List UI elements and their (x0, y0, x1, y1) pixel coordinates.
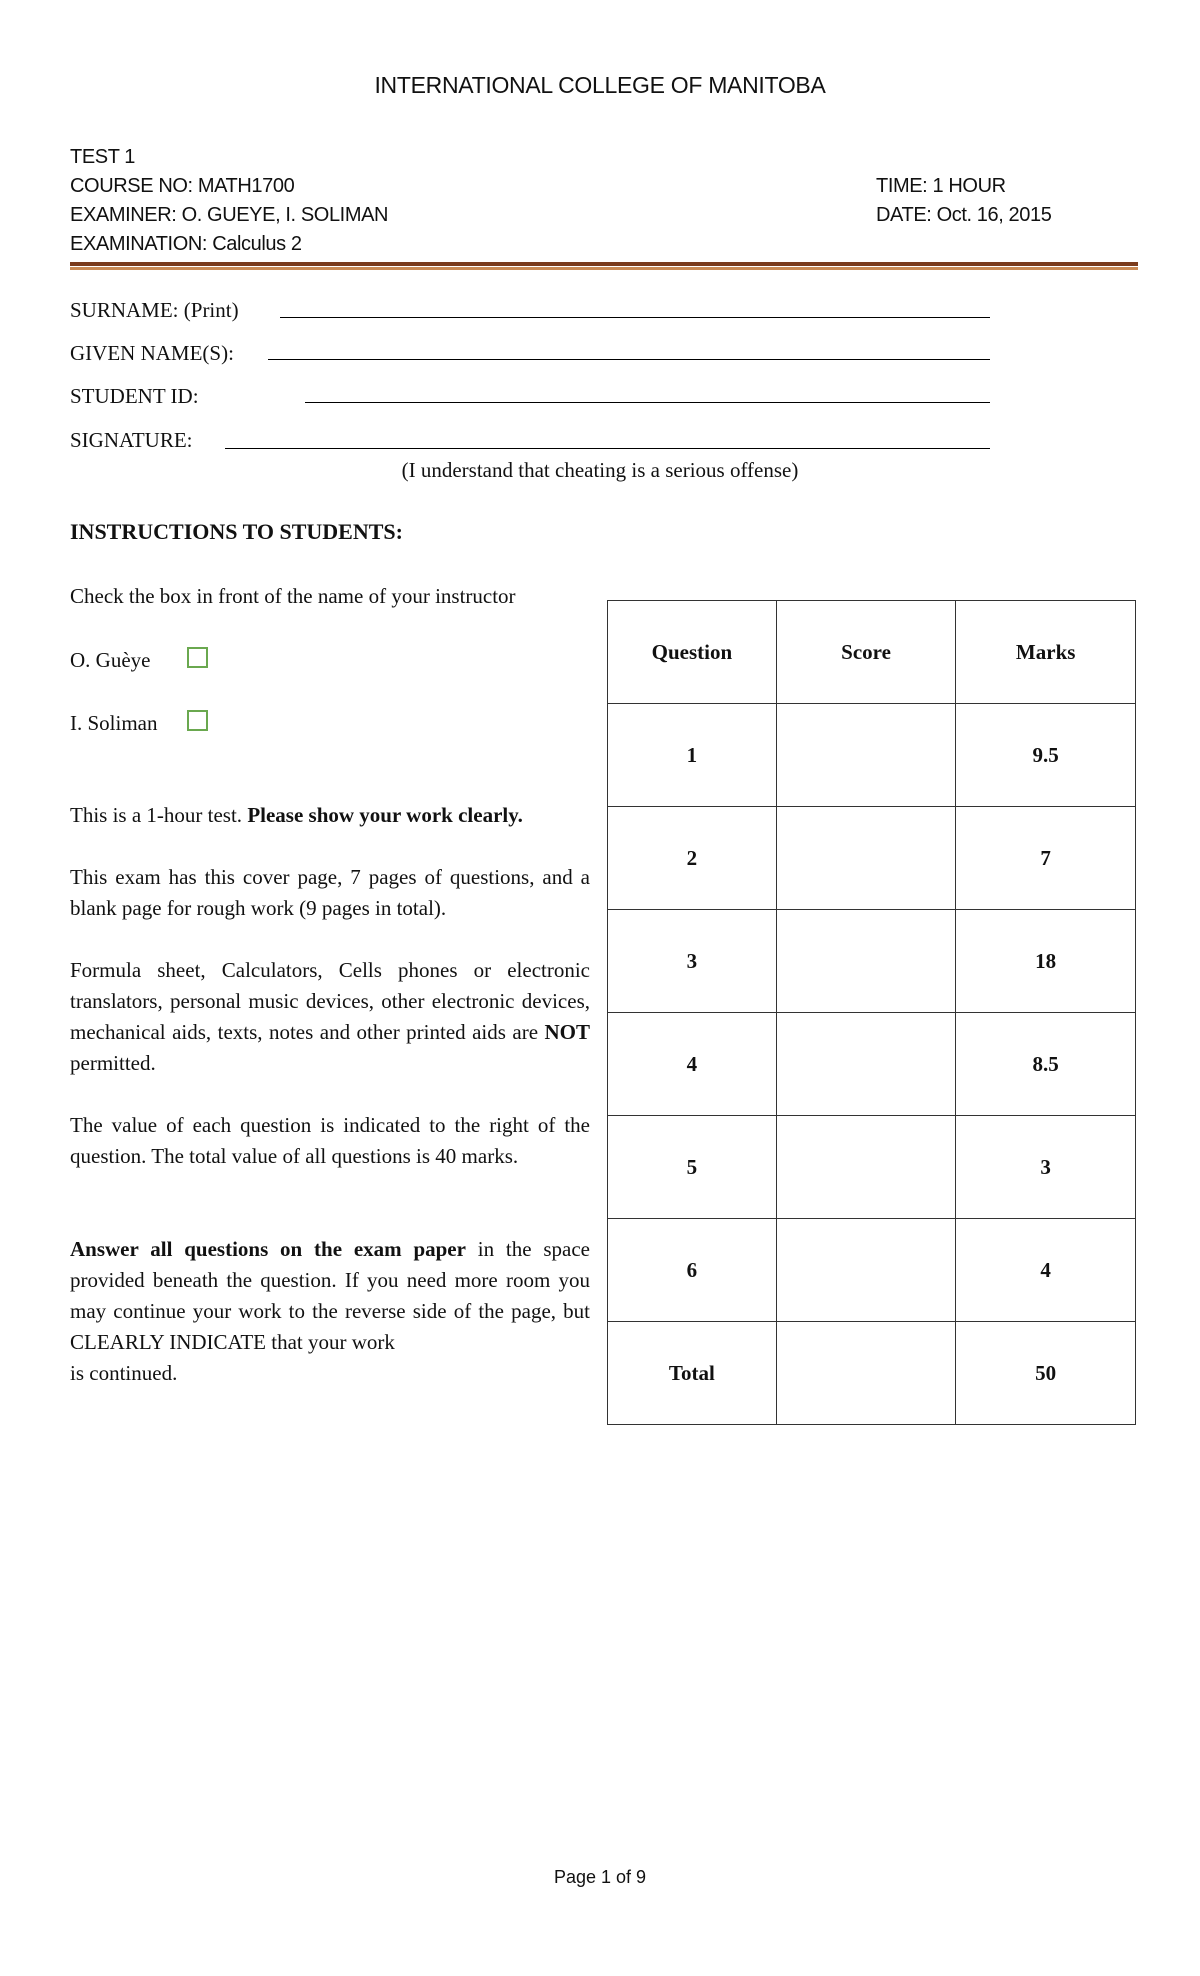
score-table (607, 600, 1136, 1425)
score-cell[interactable] (776, 807, 956, 910)
time-label: TIME: 1 HOUR (876, 175, 1006, 197)
header-divider-accent (70, 267, 1138, 270)
table-row (608, 1219, 1136, 1322)
marks-cell: 18 (956, 910, 1136, 1013)
score-cell[interactable] (776, 910, 956, 1013)
date-label: DATE: Oct. 16, 2015 (876, 204, 1052, 226)
answer-all-emphasis: Answer all questions on the exam paper (70, 1237, 466, 1261)
instructor-gueye-label: O. Guèye (70, 648, 151, 672)
aids-text-end: permitted. (70, 1051, 156, 1075)
question-cell: 6 (608, 1219, 777, 1322)
given-name-label: GIVEN NAME(S): (70, 341, 234, 365)
given-name-line[interactable] (268, 359, 990, 360)
header-divider (70, 262, 1138, 266)
instructor-gueye-checkbox[interactable] (187, 647, 208, 668)
examination-label: EXAMINATION: Calculus 2 (70, 233, 302, 255)
question-cell: 3 (608, 910, 777, 1013)
score-cell[interactable] (776, 1219, 956, 1322)
marks-cell: 8.5 (956, 1013, 1136, 1116)
score-cell[interactable] (776, 1013, 956, 1116)
instruction-aids (70, 955, 590, 1079)
header-question: Question (608, 601, 777, 704)
aids-text: Formula sheet, Calculators, Cells phones or electronic translators, personal music devices, other electronic devices, mechanical aids, texts, notes and other printed aids are (70, 958, 590, 1044)
duration-text: This is a 1-hour test. (70, 803, 248, 827)
instructions-title: INSTRUCTIONS TO STUDENTS: (70, 519, 403, 544)
instructor-soliman-label: I. Soliman (70, 711, 158, 735)
table-row (608, 910, 1136, 1013)
student-id-line[interactable] (305, 402, 990, 403)
surname-label: SURNAME: (Print) (70, 298, 239, 322)
instruction-duration (70, 800, 590, 831)
table-row (608, 1116, 1136, 1219)
total-label-cell: Total (608, 1322, 777, 1425)
instruction-answers (70, 1234, 590, 1358)
exam-info-left (70, 143, 388, 259)
header-marks: Marks (956, 601, 1136, 704)
question-cell: 5 (608, 1116, 777, 1219)
exam-info-right (876, 172, 1051, 230)
show-work-text: Please show your work clearly. (247, 803, 523, 827)
honesty-note: (I understand that cheating is a serious offense) (401, 458, 799, 482)
marks-cell: 4 (956, 1219, 1136, 1322)
table-row (608, 807, 1136, 910)
question-cell: 2 (608, 807, 777, 910)
table-row (608, 1013, 1136, 1116)
header-score: Score (776, 601, 956, 704)
examiner-label: EXAMINER: O. GUEYE, I. SOLIMAN (70, 204, 389, 226)
instruction-continued: is continued. (70, 1361, 178, 1385)
table-header-row (608, 601, 1136, 704)
instructor-soliman-checkbox[interactable] (187, 710, 208, 731)
course-label: COURSE NO: MATH1700 (70, 175, 295, 197)
table-row (608, 704, 1136, 807)
instruction-values: The value of each question is indicated to the right of the question. The total value of all questions is 40 marks. (70, 1113, 590, 1168)
total-marks-cell: 50 (956, 1322, 1136, 1425)
signature-line[interactable] (225, 448, 990, 449)
college-title: INTERNATIONAL COLLEGE OF MANITOBA (374, 72, 826, 98)
question-cell: 1 (608, 704, 777, 807)
check-box-instruction: Check the box in front of the name of your instructor (70, 584, 516, 608)
score-cell[interactable] (776, 704, 956, 807)
score-cell[interactable] (776, 1116, 956, 1219)
marks-cell: 7 (956, 807, 1136, 910)
question-cell: 4 (608, 1013, 777, 1116)
not-emphasis: NOT (544, 1020, 590, 1044)
instruction-pages: This exam has this cover page, 7 pages of questions, and a blank page for rough work (9 pages in total). (70, 865, 590, 920)
answer-text: in the space provided beneath the question. If you need more room you may continue your work to the reverse side of the page, but CLEARLY INDICATE that your work (70, 1237, 591, 1354)
page-number: Page 1 of 9 (553, 1867, 647, 1887)
test-label: TEST 1 (70, 146, 136, 168)
marks-cell: 3 (956, 1116, 1136, 1219)
surname-line[interactable] (280, 317, 990, 318)
signature-label: SIGNATURE: (70, 428, 193, 452)
total-score-cell[interactable] (776, 1322, 956, 1425)
marks-cell: 9.5 (956, 704, 1136, 807)
table-total-row (608, 1322, 1136, 1425)
student-id-label: STUDENT ID: (70, 384, 199, 408)
